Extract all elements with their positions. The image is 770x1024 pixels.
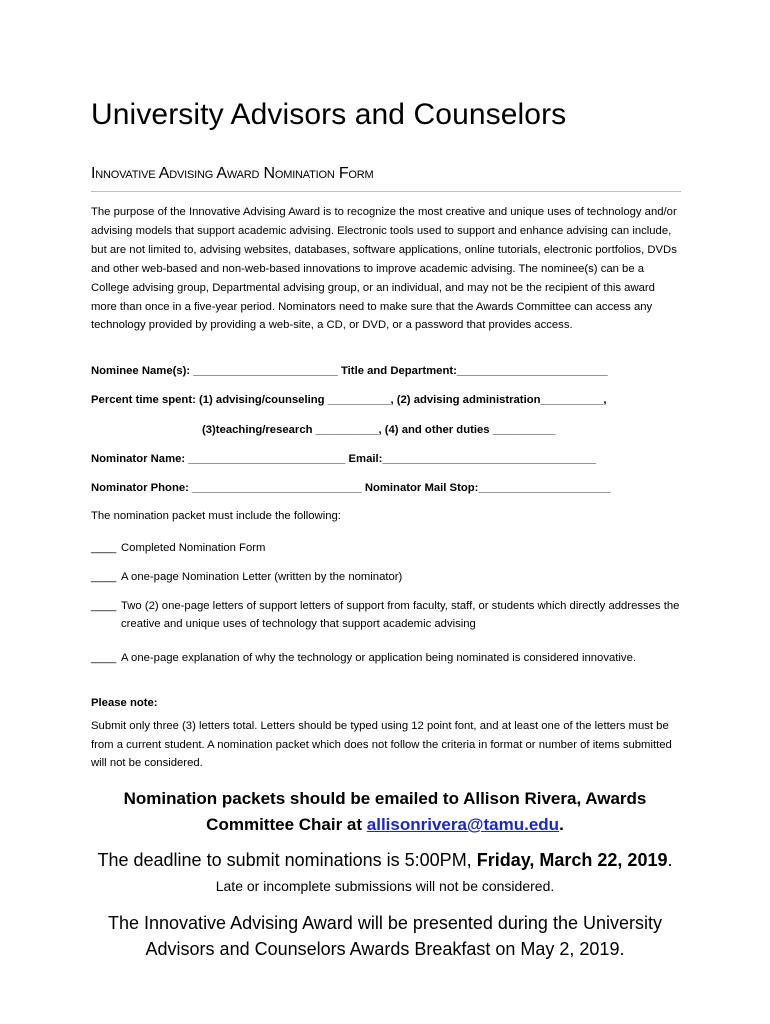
checklist-item xyxy=(91,539,691,557)
email-line-2-text: Committee Chair at xyxy=(206,815,367,834)
percent-time-field-2[interactable]: (3)teaching/research __________, (4) and other duties __________ xyxy=(202,424,556,436)
email-link[interactable]: allisonrivera@tamu.edu xyxy=(366,815,560,834)
percent-time-field[interactable]: Percent time spent: (1) advising/counseling __________, (2) advising administration__________, xyxy=(91,394,607,406)
checklist-blank[interactable]: ____ xyxy=(91,600,117,612)
email-line-2 xyxy=(0,812,770,838)
deadline-date: Friday, March 22, 2019 xyxy=(476,850,668,870)
checklist-item-text: Two (2) one-page letters of support letters of support from faculty, staff, or students which directly addresses the creative and unique uses of technology that support academic advising xyxy=(121,600,680,630)
checklist-blank[interactable]: ____ xyxy=(91,652,117,664)
checklist-item-text: Completed Nomination Form xyxy=(121,542,266,554)
checklist-item xyxy=(91,649,691,667)
email-period: . xyxy=(559,815,564,834)
nominator-phone-field[interactable]: Nominator Phone: ___________________________ Nominator Mail Stop:_____________________ xyxy=(91,482,611,494)
deadline xyxy=(0,850,770,871)
checklist-item xyxy=(91,597,691,633)
deadline-text: The deadline to submit nominations is 5:00PM, xyxy=(97,850,477,870)
note-text: Submit only three (3) letters total. Letters should be typed using 12 point font, and at least one of the letters must be from a current student. A nomination packet which does not follow the criteria in format or number of items submitted will not be considered. xyxy=(91,720,672,770)
intro-paragraph: The purpose of the Innovative Advising Award is to recognize the most creative and unique uses of technology and/or advising models that support academic advising. Electronic tools used to support and enhance advising can include, but are not limited to, advising websites, databases, software applications, online tutorials, electronic portfolios, DVDs and other web-based and non-web-based innovations to improve academic advising. The nominee(s) can be a College advising group, Departmental advising group, or an individual, and may not be the recipient of this award more than once in a five-year period. Nominators need to make sure that the Awards Committee can access any technology provided by providing a web-site, a CD, or DVD, or a password that provides access. xyxy=(91,206,677,332)
checklist-blank[interactable]: ____ xyxy=(91,542,117,554)
award-line-1: The Innovative Advising Award will be presented during the University xyxy=(108,913,662,933)
award-line-2: Advisors and Counselors Awards Breakfast on May 2, 2019. xyxy=(145,939,625,959)
checklist-item xyxy=(91,568,691,586)
packet-intro: The nomination packet must include the following: xyxy=(91,510,341,522)
checklist-blank[interactable]: ____ xyxy=(91,571,117,583)
email-instructions xyxy=(0,786,770,838)
nominator-field[interactable]: Nominator Name: _________________________ Email:__________________________________ xyxy=(91,453,597,465)
note-heading: Please note: xyxy=(91,697,158,709)
page-title: University Advisors and Counselors xyxy=(91,98,567,131)
email-line-1: Nomination packets should be emailed to Allison Rivera, Awards xyxy=(123,789,647,808)
award-presentation xyxy=(0,910,770,962)
nominee-field[interactable]: Nominee Name(s): _______________________ Title and Department:________________________ xyxy=(91,365,608,377)
divider xyxy=(91,191,681,192)
form-subtitle: Innovative Advising Award Nomination Form xyxy=(91,165,374,182)
late-notice: Late or incomplete submissions will not be considered. xyxy=(215,878,555,894)
checklist-item-text: A one-page Nomination Letter (written by the nominator) xyxy=(121,571,403,583)
checklist-item-text: A one-page explanation of why the technology or application being nominated is considered innovative. xyxy=(121,652,636,664)
deadline-period: . xyxy=(667,850,673,870)
